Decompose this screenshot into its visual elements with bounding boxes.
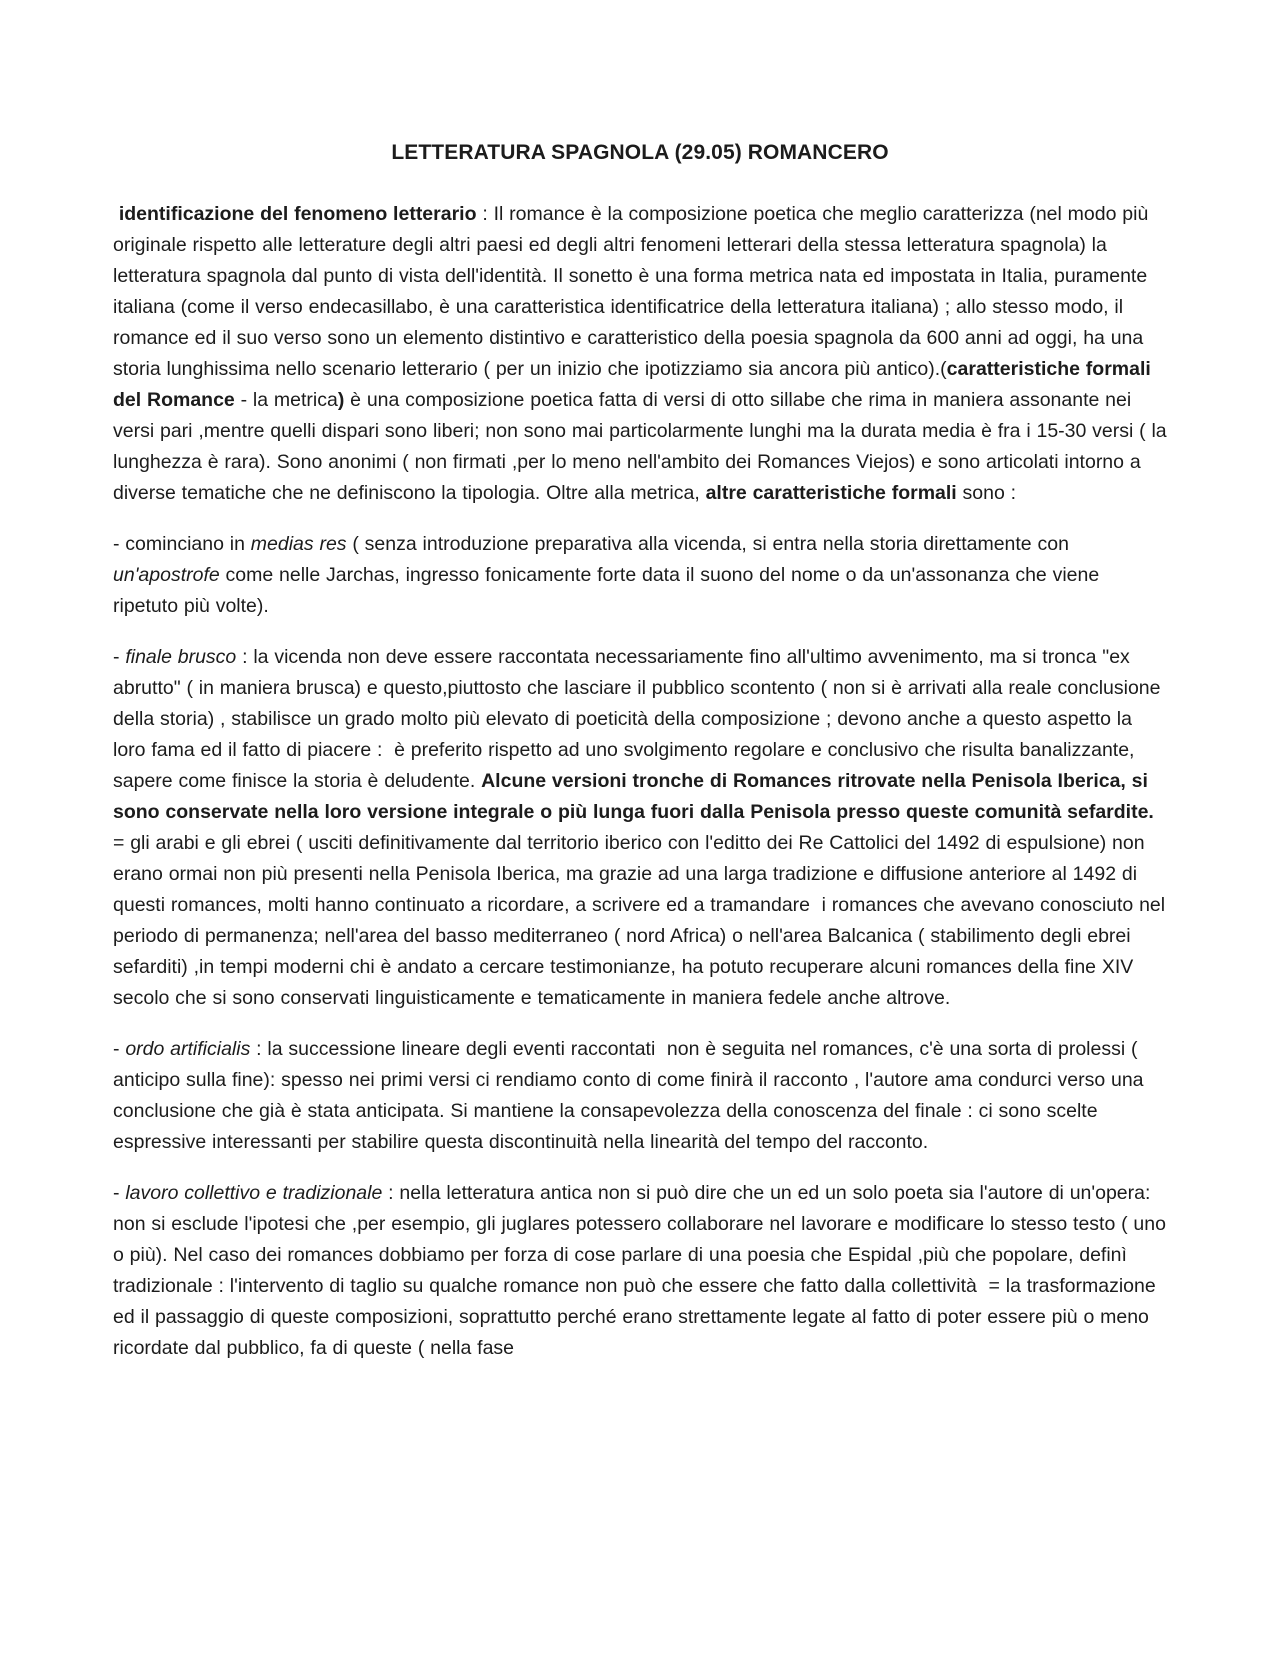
bold-run: ) [337, 389, 345, 411]
text-run: = gli arabi e gli ebrei ( usciti definitivamente dal territorio iberico con l'editto dei Re Cattolici del 1492 di espulsione) non erano ormai non più presenti nella Penisola Iberica, ma grazie ad una larga tradizione e diffusione anteriore al 1492 di questi romances, molti hanno continuato a ricordare, a scrivere ed a tramandare i romances che avevano conosciuto nel periodo di permanenza; nell'area del basso mediterraneo ( nord Africa) o nell'area Balcanica ( stabilimento degli ebrei sefarditi) ,in tempi moderni chi è andato a cercare testimonianze, ha potuto recuperare alcuni romances della fine XIV secolo che si sono conservati linguisticamente e tematicamente in maniera fedele anche altrove. [113, 801, 1171, 1009]
italic-run: un'apostrofe [113, 564, 220, 586]
text-run: - cominciano in [113, 533, 251, 555]
bold-run: Alcune versioni tronche di Romances ritrovate nella Penisola Iberica, si sono conservate nella loro versione integrale o più lunga fuori dalla Penisola presso queste comunità sefardite. [113, 770, 1154, 823]
italic-run: finale brusco [125, 646, 237, 668]
bold-run: altre caratteristiche formali [705, 482, 957, 504]
text-run: : Il romance è la composizione poetica che meglio caratterizza (nel modo più originale rispetto alle letterature degli altri paesi ed degli altri fenomeni letterari della stessa letteratura spagnola) la letteratura spagnola dal punto di vista dell'identità. Il sonetto è una forma metrica nata ed impostata in Italia, puramente italiana (come il verso endecasillabo, è una caratteristica identificatrice della letteratura italiana) ; allo stesso modo, il romance ed il suo verso sono un elemento distintivo e caratteristico della poesia spagnola da 600 anni ad oggi, ha una storia lunghissima nello scenario letterario ( per un inizio che ipotizziamo sia ancora più antico).( [113, 203, 1155, 380]
text-run: ( senza introduzione preparativa alla vicenda, si entra nella storia direttamente con [346, 533, 1075, 555]
italic-run: ordo artificialis [125, 1038, 251, 1060]
paragraph-lavoro-collettivo [113, 1178, 1172, 1364]
text-run: sono : [956, 482, 1017, 504]
paragraph-identificazione [113, 199, 1173, 509]
paragraph-ordo-artificialis [113, 1034, 1167, 1158]
italic-run: lavoro collettivo e tradizionale [125, 1182, 383, 1204]
bold-run: caratteristiche formali del Romance [113, 358, 1157, 411]
text-run: - [113, 1038, 126, 1060]
paragraph-finale-brusco [113, 642, 1171, 1014]
text-run: è una composizione poetica fatta di versi di otto sillabe che rima in maniera assonante nei versi pari ,mentre quelli dispari sono liberi; non sono mai particolarmente lunghi ma la durata media è fra i 15-30 versi ( la lunghezza è rara). Sono anonimi ( non firmati ,per lo meno nell'ambito dei Romances Viejos) e sono articolati intorno a diverse tematiche che ne definiscono la tipologia. Oltre alla metrica, [113, 389, 1173, 504]
document-title: LETTERATURA SPAGNOLA (29.05) ROMANCERO [391, 141, 889, 164]
text-run: - [113, 646, 126, 668]
bold-run: identificazione del fenomeno letterario [113, 203, 477, 225]
text-run: : la vicenda non deve essere raccontata necessariamente fino all'ultimo avvenimento, ma si tronca "ex abrutto" ( in maniera brusca) e questo,piuttosto che lasciare il pubblico scontento ( non si è arrivati alla reale conclusione della storia) , stabilisce un grado molto più elevato di poeticità della composizione ; devono anche a questo aspetto la loro fama ed il fatto di piacere : è preferito rispetto ad uno svolgimento regolare e conclusivo che risulta banalizzante, sapere come finisce la storia è deludente. [113, 646, 1167, 792]
text-run: come nelle Jarchas, ingresso fonicamente forte data il suono del nome o da un'assonanza che viene ripetuto più volte). [113, 564, 1106, 617]
text-run: - la metrica [234, 389, 338, 411]
paragraph-medias-res [113, 529, 1167, 622]
text-run: : nella letteratura antica non si può dire che un ed un solo poeta sia l'autore di un'opera: non si esclude l'ipotesi che ,per esempio, gli juglares potessero collaborare nel lavorare e modificare lo stesso testo ( uno o più). Nel caso dei romances dobbiamo per forza di cose parlare di una poesia che Espidal ,più che popolare, definì tradizionale : l'intervento di taglio su qualche romance non può che essere che fatto dalla collettività = la trasformazione ed il passaggio di queste composizioni, soprattutto perché erano strettamente legate al fatto di poter essere più o meno ricordate dal pubblico, fa di queste ( nella fase [113, 1182, 1172, 1359]
text-run: - [113, 1182, 126, 1204]
text-run: : la successione lineare degli eventi raccontati non è seguita nel romances, c'è una sorta di prolessi ( anticipo sulla fine): spesso nei primi versi ci rendiamo conto di come finirà il racconto , l'autore ama condurci verso una conclusione che già è stata anticipata. Si mantiene la consapevolezza della conoscenza del finale : ci sono scelte espressive interessanti per stabilire questa discontinuità nella linearità del tempo del racconto. [113, 1038, 1150, 1153]
italic-run: medias res [250, 533, 347, 555]
